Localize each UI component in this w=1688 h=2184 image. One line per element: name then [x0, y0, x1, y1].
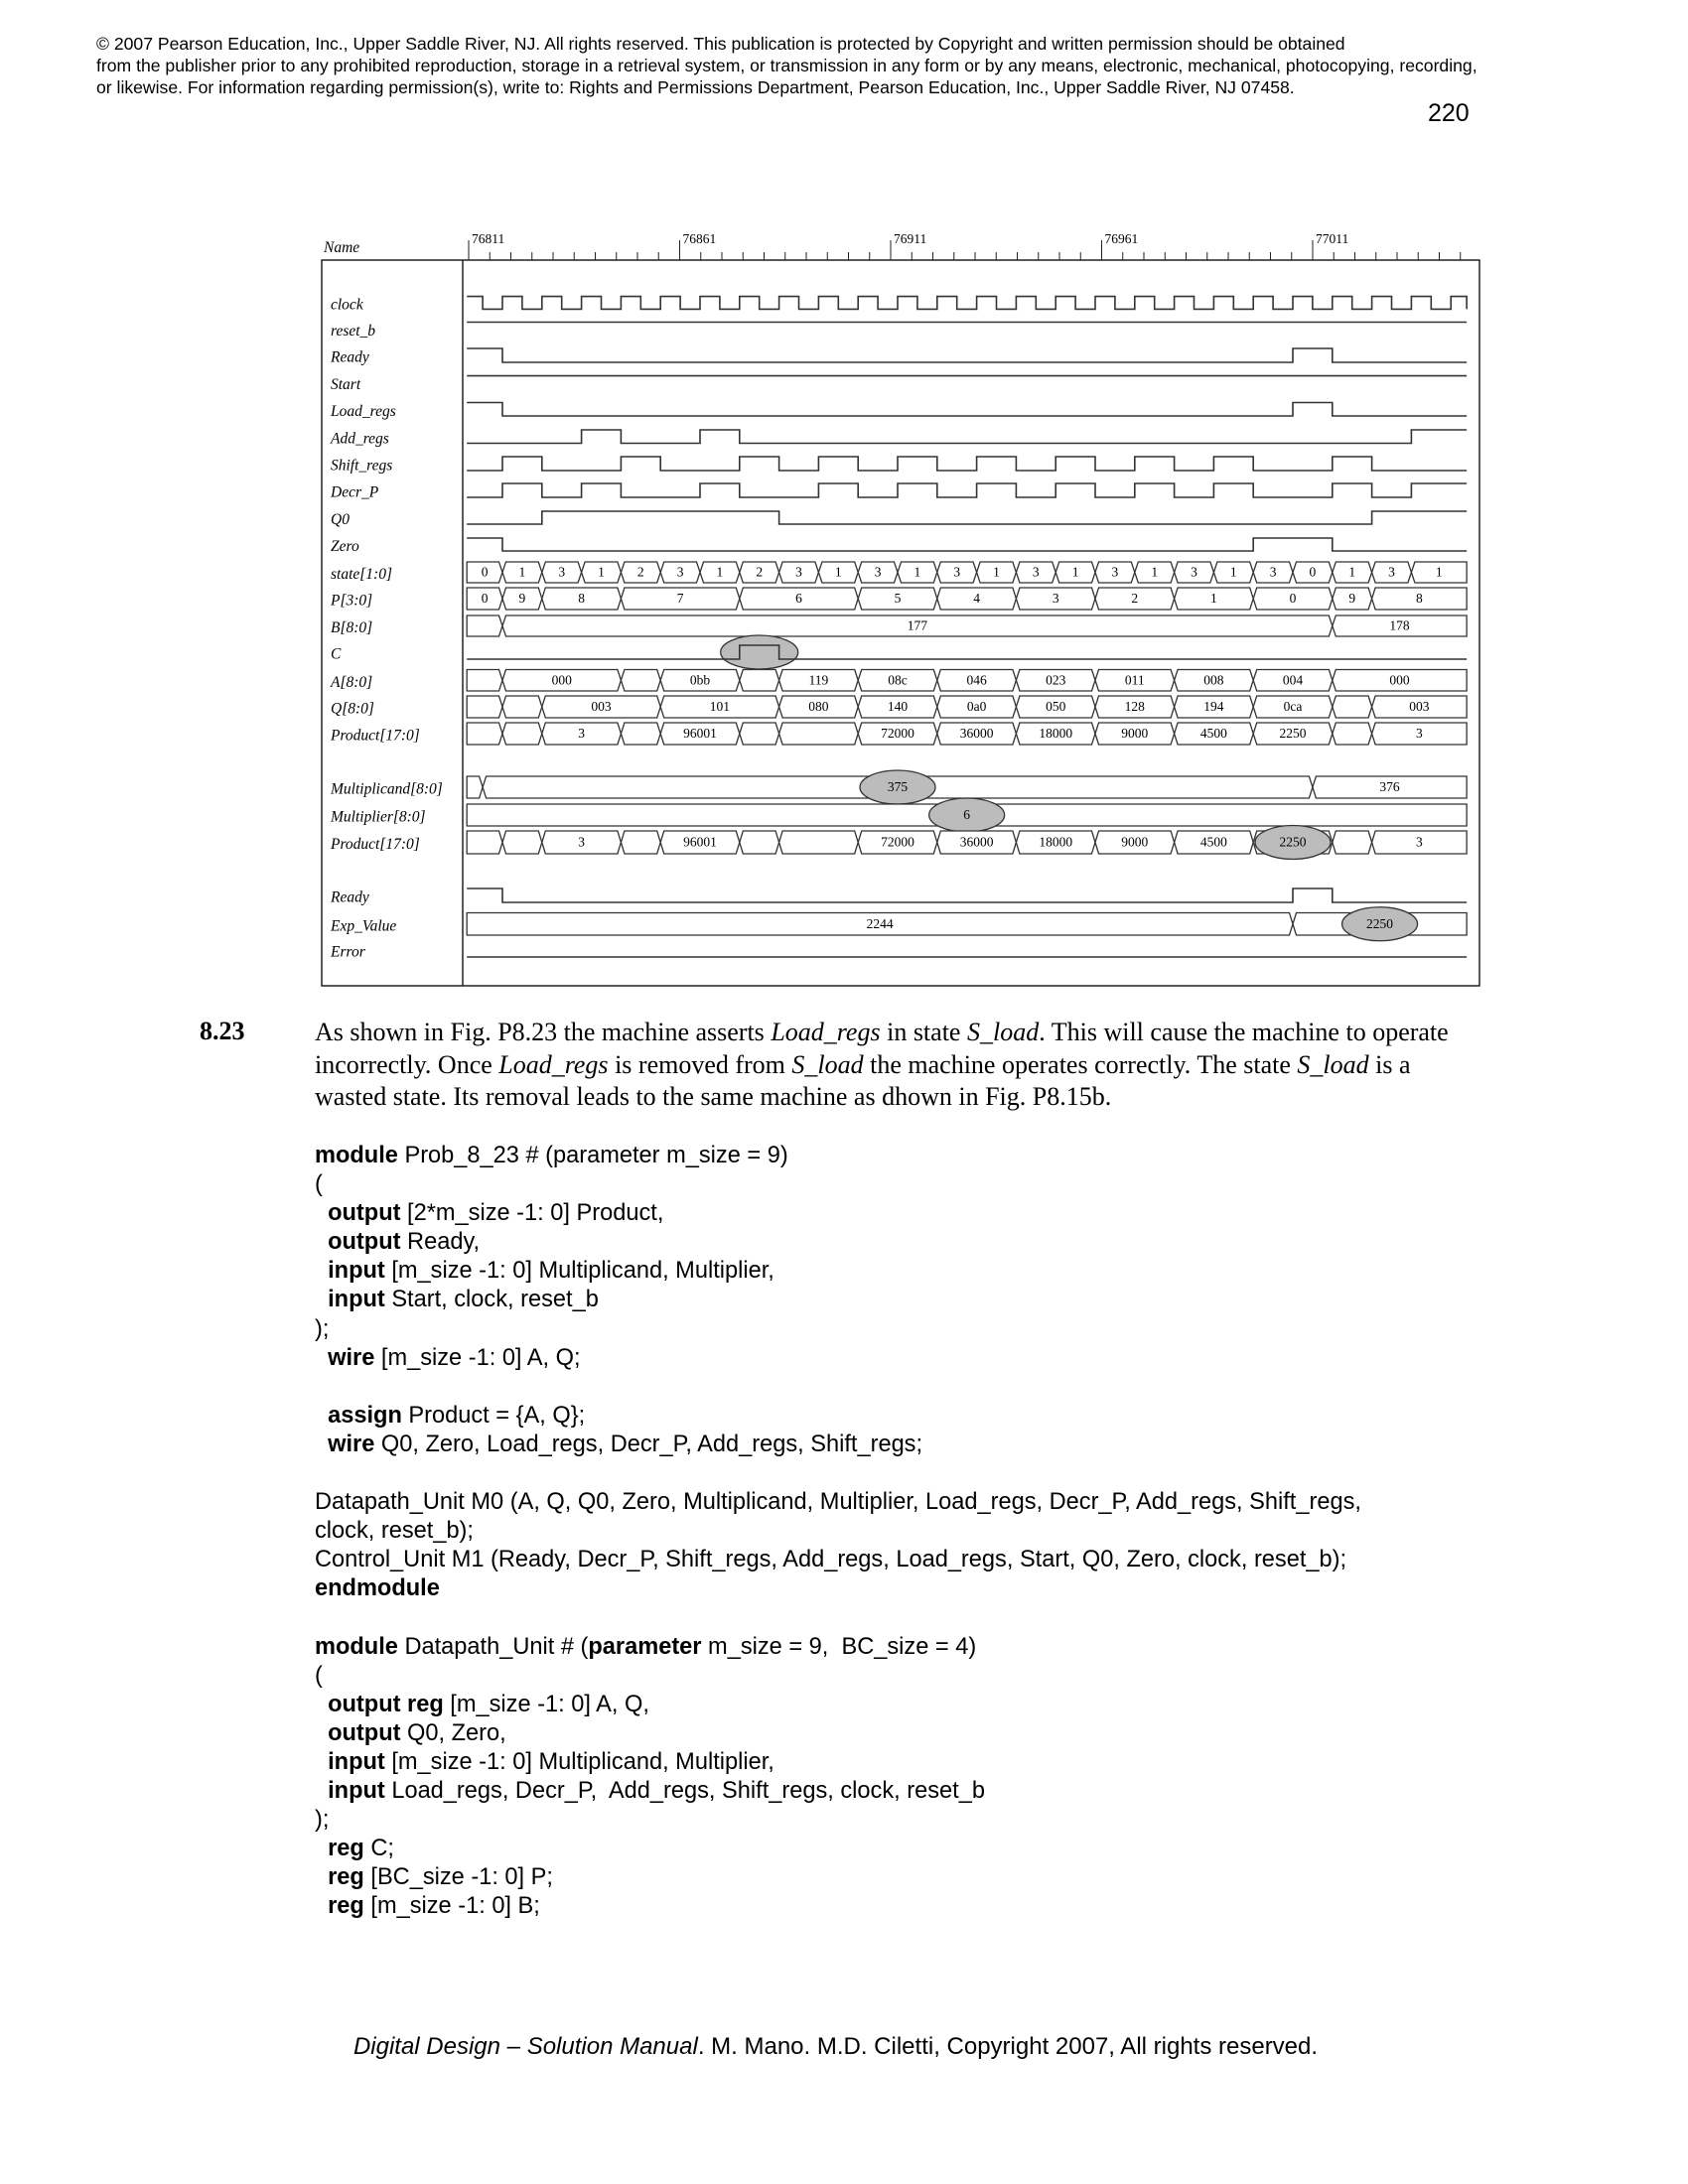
bit-waveform: [467, 457, 1467, 471]
code-line: [315, 1431, 1361, 1459]
code-keyword: output reg: [315, 1691, 444, 1717]
bus-segment: [502, 831, 542, 854]
bus-value: 3: [558, 564, 566, 580]
italic-term: S_load: [1297, 1049, 1369, 1079]
code-line: [315, 1344, 1361, 1373]
footer-rest: . M. Mano. M.D. Ciletti, Copyright 2007, All rights reserved.: [697, 2033, 1319, 2060]
bus-value: 1: [518, 564, 526, 580]
code-text: (: [315, 1662, 323, 1689]
bus-value: 011: [1124, 672, 1145, 688]
bus-value: 2250: [1279, 834, 1307, 850]
code-text: Product = {A, Q};: [401, 1402, 586, 1429]
bus-value: 3: [1111, 564, 1119, 580]
bus-value: 08c: [888, 672, 908, 688]
code-text: [m_size -1: 0] Multiplicand, Multiplier,: [384, 1748, 774, 1775]
signal-label: Product[17:0]: [331, 727, 420, 745]
bus-value: 128: [1124, 699, 1145, 715]
bus-value: 376: [1379, 779, 1400, 795]
signal-label: Zero: [331, 538, 359, 556]
italic-term: S_load: [791, 1049, 864, 1079]
bus-value: 2: [756, 564, 764, 580]
signal-label: Q0: [331, 511, 350, 529]
code-text: Datapath_Unit M0 (A, Q, Q0, Zero, Multiplicand, Multiplier, Load_regs, Decr_P, Add_regs, Shift_regs,: [315, 1489, 1361, 1516]
problem-number: 8.23: [200, 1017, 245, 1045]
italic-term: S_load: [966, 1018, 1040, 1046]
signal-state-1-0: [331, 562, 1467, 583]
code-line: [315, 1748, 1361, 1777]
signal-c: [331, 635, 1467, 669]
code-keyword: parameter: [588, 1633, 702, 1660]
signal-label: Start: [331, 375, 361, 393]
bit-waveform: [467, 888, 1467, 902]
bus-value: 9: [518, 591, 526, 607]
code-line: [315, 1286, 1361, 1314]
italic-term: Load_regs: [498, 1049, 609, 1079]
time-tick-label: 76861: [682, 231, 717, 246]
bus-value: 96001: [683, 834, 717, 850]
verilog-code: [315, 1142, 1361, 1922]
bus-value: 3: [1415, 834, 1423, 850]
bus-value: 000: [1389, 672, 1410, 688]
code-text: [BC_size -1: 0] P;: [363, 1864, 553, 1891]
code-keyword: wire: [315, 1344, 375, 1371]
bus-value: 9000: [1121, 834, 1149, 850]
clock-waveform: [467, 297, 1467, 310]
code-text: Start, clock, reset_b: [384, 1287, 599, 1313]
code-keyword: module: [315, 1143, 398, 1168]
code-text: (: [315, 1171, 323, 1198]
code-line: [315, 1691, 1361, 1719]
bus-value: 1: [598, 564, 605, 580]
signal-add-regs: [330, 430, 1467, 447]
bus-segment: [467, 615, 502, 636]
code-line: [315, 1662, 1361, 1691]
bus-value: 3: [953, 564, 961, 580]
bus-value: 003: [1409, 699, 1430, 715]
code-line: [315, 1315, 1361, 1344]
signal-p-3-0: [330, 588, 1467, 610]
bus-value: 3: [1269, 564, 1277, 580]
code-line: [315, 1402, 1361, 1431]
bus-value: 1: [1071, 564, 1079, 580]
bit-waveform: [467, 538, 1467, 551]
signal-product-17-0: [330, 826, 1467, 860]
code-line: [315, 1835, 1361, 1863]
signal-label: Ready: [331, 888, 369, 906]
code-text: Prob_8_23 # (parameter m_size = 9): [397, 1143, 788, 1168]
text-run: As shown in Fig. P8.23 the machine asserts: [315, 1018, 772, 1046]
bus-value: 8: [578, 591, 585, 607]
bus-value: 003: [591, 699, 612, 715]
bus-value: 3: [578, 726, 585, 742]
code-line: [315, 1892, 1361, 1921]
footer-title: Digital Design – Solution Manual: [352, 2033, 698, 2060]
bus-value: 18000: [1039, 834, 1073, 850]
signal-label: reset_b: [331, 322, 376, 340]
page-number: 220: [1428, 99, 1470, 127]
code-line: [315, 1574, 1361, 1603]
bus-value: 119: [808, 672, 829, 688]
signal-zero: [331, 538, 1467, 555]
code-text: Load_regs, Decr_P, Add_regs, Shift_regs, clock, reset_b: [384, 1778, 985, 1805]
bus-value: 3: [676, 564, 684, 580]
signal-label: B[8:0]: [331, 619, 373, 637]
code-text: Q0, Zero, Load_regs, Decr_P, Add_regs, Shift_regs;: [374, 1431, 923, 1457]
signal-label: Exp_Value: [331, 917, 397, 935]
bit-waveform: [467, 348, 1467, 362]
code-keyword: assign: [315, 1402, 402, 1429]
bus-value: 8: [1415, 591, 1423, 607]
bus-value: 0a0: [966, 699, 987, 715]
code-text: clock, reset_b);: [315, 1518, 474, 1545]
code-keyword: reg: [315, 1836, 364, 1862]
code-line: [315, 1170, 1361, 1199]
bus-value: 1: [1229, 564, 1237, 580]
bus-value: 6: [795, 591, 802, 607]
bus-segment: [740, 831, 779, 854]
code-keyword: input: [315, 1287, 385, 1313]
bus-value: 0bb: [689, 672, 711, 688]
bus-segment: [467, 776, 483, 798]
copyright-line-3: or likewise. For information regarding permission(s), write to: Rights and Permissions Department, Pearson Education, Inc., Upper Saddle River, NJ 07458.: [96, 77, 1295, 97]
bus-value: 9: [1348, 591, 1356, 607]
code-keyword: wire: [315, 1431, 375, 1457]
footer: [0, 2033, 1671, 2061]
bus-value: 101: [709, 699, 731, 715]
bus-value: 194: [1203, 699, 1224, 715]
signal-decr-p: [330, 483, 1467, 501]
code-line: [315, 1228, 1361, 1257]
bus-segment: [467, 831, 502, 854]
bit-waveform: [467, 511, 1467, 524]
code-line: [315, 1199, 1361, 1228]
code-line: [315, 1459, 1361, 1488]
text-run: . This will cause the machine to operate incorrectly. Once: [315, 1018, 1449, 1079]
bus-segment: [740, 670, 779, 692]
bus-value: 3: [1191, 564, 1197, 580]
bus-value: 0ca: [1283, 699, 1303, 715]
code-line: [315, 1488, 1361, 1517]
bus-value: 3: [1388, 564, 1395, 580]
code-line: [315, 1257, 1361, 1286]
signal-label: Multiplicand[8:0]: [331, 780, 443, 798]
signal-label: Product[17:0]: [331, 836, 420, 854]
signal-label: state[1:0]: [331, 566, 392, 584]
code-line: [315, 1546, 1361, 1574]
bus-value: 000: [551, 672, 572, 688]
signal-label: Ready: [331, 348, 369, 366]
signal-exp-value: [330, 907, 1467, 941]
code-keyword: reg: [315, 1893, 364, 1920]
bus-segment: [502, 723, 542, 745]
bus-value: 96001: [683, 726, 717, 742]
bus-value: 375: [887, 779, 909, 795]
bus-segment: [621, 670, 660, 692]
bus-value: 050: [1046, 699, 1066, 715]
code-line: [315, 1604, 1361, 1633]
bus-segment: [467, 723, 502, 745]
signal-label: clock: [331, 296, 363, 314]
bus-value: 2: [636, 564, 644, 580]
code-text: Ready,: [400, 1229, 481, 1256]
bus-value: 177: [907, 617, 928, 633]
bus-value: 3: [1052, 591, 1059, 607]
bus-value: 023: [1046, 672, 1066, 688]
code-keyword: reg: [315, 1864, 364, 1891]
bus-value: 6: [963, 807, 971, 823]
copyright-line-1: © 2007 Pearson Education, Inc., Upper Saddle River, NJ. All rights reserved. This publication is protected by Copyright and written permission should be obtained: [96, 34, 1345, 54]
highlight-ellipse: [721, 635, 798, 669]
signal-clock: [331, 297, 1467, 314]
signal-label: Q[8:0]: [331, 700, 374, 718]
bus-segment: [1333, 696, 1372, 718]
signal-reset-b: [331, 323, 1467, 340]
bus-value: 1: [1210, 591, 1217, 607]
code-text: [m_size -1: 0] B;: [363, 1893, 540, 1920]
bus-value: 3: [874, 564, 882, 580]
bus-value: 0: [481, 564, 489, 580]
bus-value: 5: [894, 591, 902, 607]
bus-value: 1: [914, 564, 921, 580]
code-keyword: output: [315, 1229, 401, 1256]
bus-value: 3: [1032, 564, 1040, 580]
code-line: [315, 1517, 1361, 1546]
bit-waveform: [467, 483, 1467, 497]
signal-label: Add_regs: [331, 430, 389, 448]
signal-label: C: [331, 645, 342, 663]
name-header: Name: [324, 239, 360, 256]
signal-ready: [330, 348, 1467, 366]
bus-segment: [467, 670, 502, 692]
code-keyword: input: [315, 1748, 385, 1775]
bus-value: 3: [1415, 726, 1423, 742]
bus-segment: [1333, 831, 1372, 854]
signal-start: [331, 376, 1467, 393]
bit-waveform: [467, 645, 1467, 659]
code-line: [315, 1142, 1361, 1170]
code-line: [315, 1806, 1361, 1835]
bus-value: 008: [1203, 672, 1224, 688]
code-text: [m_size -1: 0] A, Q,: [443, 1691, 649, 1717]
bus-value: 0: [1289, 591, 1297, 607]
bus-value: 1: [1435, 564, 1443, 580]
signal-label: Multiplier[8:0]: [331, 808, 426, 826]
bit-waveform: [467, 403, 1467, 417]
bus-value: 3: [795, 564, 802, 580]
bus-value: 080: [808, 699, 829, 715]
text-run: in state: [880, 1018, 967, 1046]
time-tick-label: 76911: [894, 231, 927, 246]
bus-value: 178: [1389, 617, 1410, 633]
signal-a-8-0: [330, 670, 1467, 692]
bus-value: 1: [993, 564, 1000, 580]
code-text: [2*m_size -1: 0] Product,: [400, 1200, 664, 1227]
bus-segment: [621, 831, 660, 854]
bus-value: 72000: [881, 834, 914, 850]
code-text: [m_size -1: 0] A, Q;: [374, 1344, 581, 1371]
bus-value: 7: [676, 591, 684, 607]
code-line: [315, 1719, 1361, 1748]
text-run: is removed from: [608, 1049, 792, 1079]
bus-value: 140: [887, 699, 909, 715]
code-line: [315, 1633, 1361, 1662]
signal-label: Shift_regs: [331, 457, 393, 475]
bus-value: 2: [1131, 591, 1139, 607]
bus-value: 1: [1348, 564, 1356, 580]
bus-value: 2244: [866, 915, 894, 931]
signal-error: [330, 944, 1467, 961]
signal-label: Load_regs: [331, 402, 396, 420]
bus-value: 1: [834, 564, 842, 580]
time-tick-label: 77011: [1316, 231, 1349, 246]
bus-value: 1: [1151, 564, 1159, 580]
signal-shift-regs: [331, 457, 1467, 475]
time-tick-label: 76811: [472, 231, 505, 246]
italic-term: Load_regs: [771, 1018, 881, 1046]
code-text: );: [315, 1315, 330, 1342]
signal-multiplicand-8-0: [330, 770, 1467, 804]
code-text: [m_size -1: 0] Multiplicand, Multiplier,: [384, 1258, 774, 1285]
signal-product-17-0: [330, 723, 1467, 745]
bit-waveform: [467, 430, 1467, 444]
code-line: [315, 1373, 1361, 1402]
bus-value: 2250: [1279, 726, 1307, 742]
bus-value: 0: [481, 591, 489, 607]
bus-segment: [1333, 723, 1372, 745]
bus-value: 4: [973, 591, 980, 607]
code-text: Datapath_Unit # (: [397, 1633, 589, 1660]
code-line: [315, 1863, 1361, 1892]
code-keyword: output: [315, 1719, 401, 1746]
bus-segment: [779, 723, 859, 745]
copyright-line-2: from the publisher prior to any prohibited reproduction, storage in a retrieval system, or transmission in any form or by any means, electronic, mechanical, photocopying, recording,: [96, 56, 1477, 75]
bus-segment: [621, 723, 660, 745]
signal-label: Error: [331, 943, 365, 961]
code-keyword: endmodule: [315, 1575, 440, 1602]
bus-value: 36000: [959, 834, 994, 850]
bus-value: 4500: [1199, 726, 1227, 742]
code-text: );: [315, 1807, 330, 1834]
signal-b-8-0: [331, 615, 1467, 636]
text-run: is a wasted state. Its removal leads to the same machine as dhown in Fig. P8.15b.: [315, 1049, 1411, 1111]
problem-text: [315, 1017, 1477, 1114]
text-run: the machine operates correctly. The state: [863, 1049, 1298, 1079]
bus-segment: [502, 696, 542, 718]
code-keyword: input: [315, 1258, 385, 1285]
code-line: [315, 1777, 1361, 1806]
bus-value: 4500: [1199, 834, 1227, 850]
time-tick-label: 76961: [1104, 231, 1139, 246]
bus-value: 3: [578, 834, 585, 850]
signal-load-regs: [330, 403, 1467, 420]
code-text: Q0, Zero,: [400, 1719, 506, 1746]
code-keyword: module: [315, 1633, 398, 1660]
timing-diagram: [0, 0, 1688, 1003]
bus-segment: [779, 831, 859, 854]
signal-ready: [330, 888, 1467, 906]
bus-value: 36000: [959, 726, 994, 742]
bus-segment: [467, 696, 502, 718]
signal-label: P[3:0]: [331, 592, 373, 610]
bus-value: 0: [1309, 564, 1317, 580]
bus-value: 9000: [1121, 726, 1149, 742]
code-text: Control_Unit M1 (Ready, Decr_P, Shift_regs, Add_regs, Load_regs, Start, Q0, Zero, clock, reset_b);: [315, 1547, 1347, 1573]
signal-q0: [331, 511, 1467, 528]
bus-value: 1: [716, 564, 724, 580]
code-text: C;: [363, 1836, 394, 1862]
signal-q-8-0: [331, 696, 1467, 718]
bus-value: 2250: [1366, 915, 1394, 931]
bus-value: 004: [1282, 672, 1304, 688]
bus-segment: [740, 723, 779, 745]
bus-value: 18000: [1039, 726, 1073, 742]
signal-label: Decr_P: [331, 483, 379, 501]
code-keyword: input: [315, 1778, 385, 1805]
code-text: m_size = 9, BC_size = 4): [701, 1633, 977, 1660]
signal-label: A[8:0]: [331, 673, 373, 691]
bus-value: 046: [966, 672, 987, 688]
bus-value: 72000: [881, 726, 914, 742]
code-keyword: output: [315, 1200, 401, 1227]
